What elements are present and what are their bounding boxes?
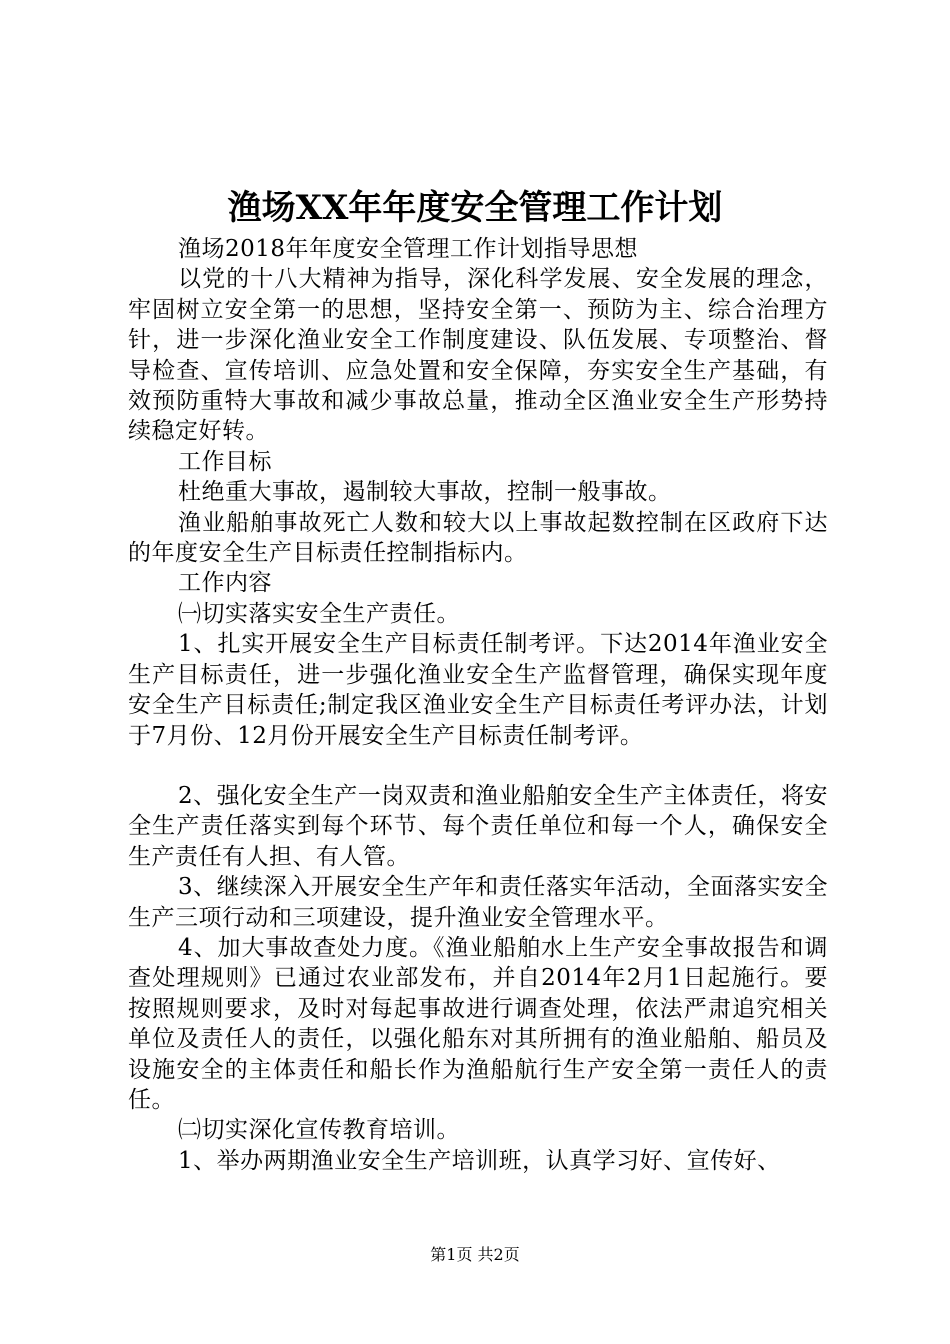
- paragraph-section-1-item-2: 2、强化安全生产一岗双责和渔业船舶安全生产主体责任，将安全生产责任落实到每个环节、每个责任单位和每一个人，确保安全生产责任有人担、有人管。: [128, 782, 828, 870]
- paragraph-section-2-heading: ㈡切实深化宣传教育培训。: [178, 1117, 460, 1144]
- paragraph-guiding-ideology: 以党的十八大精神为指导，深化科学发展、安全发展的理念，牢固树立安全第一的思想，坚持安全第一、预防为主、综合治理方针，进一步深化渔业安全工作制度建设、队伍发展、专项整治、督导检查、宣传培训、应急处置和安全保障，夯实安全生产基础，有效预防重特大事故和减少事故总量，推动全区渔业安全生产形势持续稳定好转。: [128, 266, 828, 445]
- paragraph-guiding-ideology-heading: 渔场2018年年度安全管理工作计划指导思想: [178, 236, 639, 262]
- paragraph-section-1-item-4: 4、加大事故查处力度。《渔业船舶水上生产安全事故报告和调查处理规则》已通过农业部发布，并自2014年2月1日起施行。要按照规则要求，及时对每起事故进行调查处理，依法严肃追究相关单位及责任人的责任，以强化船东对其所拥有的渔业船舶、船员及设施安全的主体责任和船长作为渔船航行生产安全第一责任人的责任。: [128, 934, 828, 1113]
- paragraph-work-goal-1: 杜绝重大事故，遏制较大事故，控制一般事故。: [178, 479, 672, 506]
- paragraph-section-2-item-1: 1、举办两期渔业安全生产培训班，认真学习好、宣传好、: [178, 1147, 781, 1174]
- paragraph-section-1-item-3: 3、继续深入开展安全生产年和责任落实年活动，全面落实安全生产三项行动和三项建设，提升渔业安全管理水平。: [128, 874, 828, 931]
- paragraph-section-1-item-1: 1、扎实开展安全生产目标责任制考评。下达2014年渔业安全生产目标责任，进一步强化渔业安全生产监督管理，确保实现年度安全生产目标责任;制定我区渔业安全生产目标责任考评办法，计划于7月份、12月份开展安全生产目标责任制考评。: [128, 631, 828, 749]
- document-title: 渔场XX年年度安全管理工作计划: [227, 188, 723, 228]
- paragraph-work-goal-2: 渔业船舶事故死亡人数和较大以上事故起数控制在区政府下达的年度安全生产目标责任控制指标内。: [128, 509, 828, 567]
- document-body: [128, 234, 828, 1176]
- paragraph-work-goals-heading: 工作目标: [178, 448, 272, 475]
- paragraph-section-1-heading: ㈠切实落实安全生产责任。: [178, 600, 460, 627]
- page-footer: 第1页 共2页: [430, 1245, 520, 1264]
- paragraph-work-content-heading: 工作内容: [178, 570, 272, 597]
